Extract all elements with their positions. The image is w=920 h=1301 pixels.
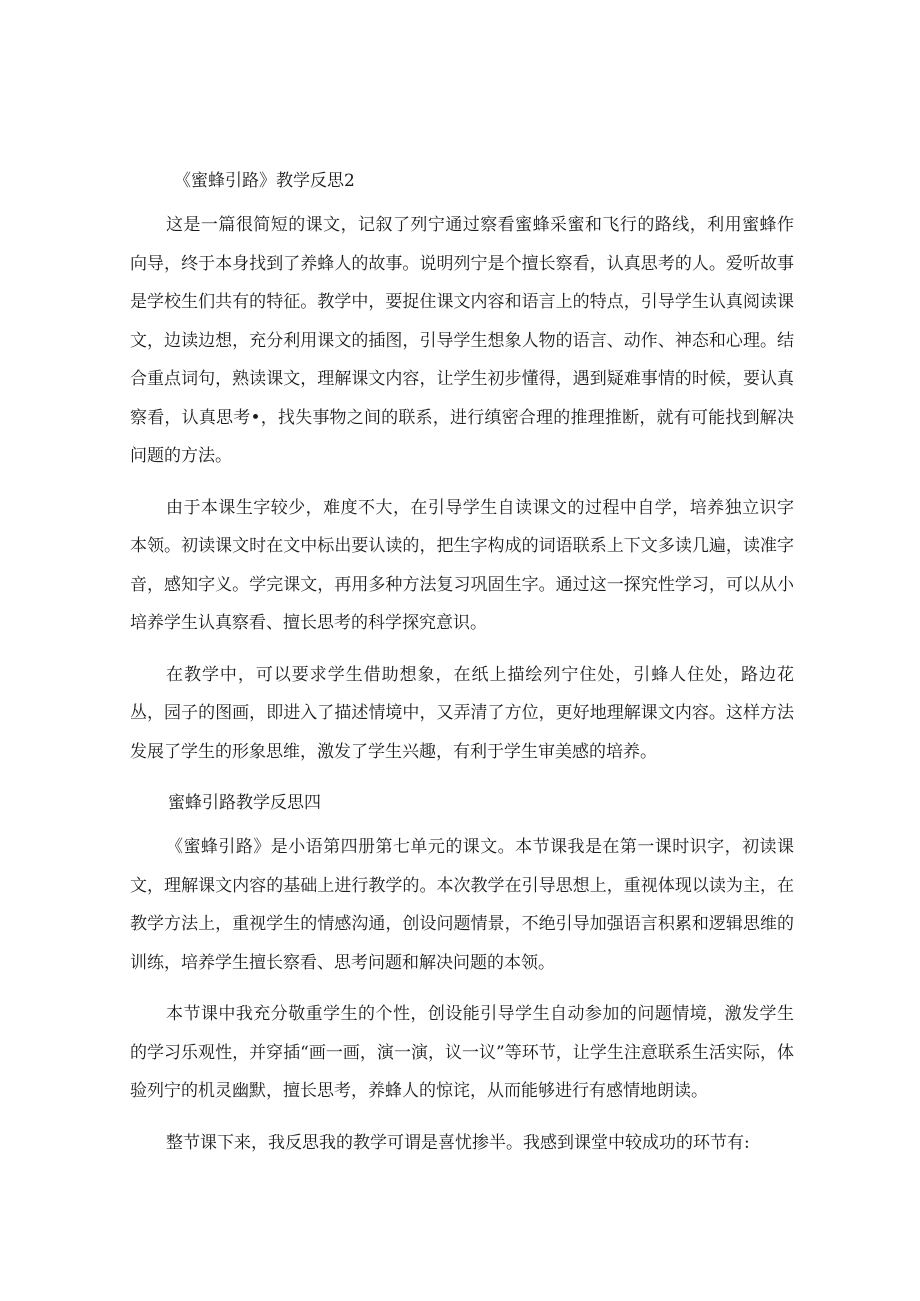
spacer (130, 1111, 794, 1124)
paragraph-2: 由于本课生字较少，难度不大，在引导学生自读课文的过程中自学，培养独立识字本领。初读课文时在文中标出要认读的，把生字构成的词语联系上下文多读几遍，读准字音，感知字义。学完课文，再用多种方法复习巩固生字。通过这一探究性学习，可以从小培养学生认真察看、擅长思考的科学探究意识。 (130, 497, 794, 633)
paragraph-1: 这是一篇很简短的课文，记叙了列宁通过察看蜜蜂采蜜和飞行的路线，利用蜜蜂作向导，终于本身找到了养蜂人的故事。说明列宁是个擅长察看，认真思考的人。爱听故事是学校生们共有的特征。教学中，要捉住课文内容和语言上的特点，引导学生认真阅读课文，边读边想，充分利用课文的插图，引导学生想象人物的语言、动作、神态和心理。结合重点词句，熟读课文，理解课文内容，让学生初步懂得，遇到疑难事情的时候，要认真察看，认真思考•，找失事物之间的联系，进行缜密合理的推理推断，就有可能找到解决问题的方法。 (130, 215, 794, 466)
paragraph-3: 在教学中，可以要求学生借助想象，在纸上描绘列宁住处，引蜂人住处，路边花丛，园子的图画，即进入了描述情境中，又弄清了方位，更好地理解课文内容。这样方法发展了学生的形象思维，激发了学生兴趣，有利于学生审美感的培养。 (130, 664, 794, 762)
section-title-2: 蜜蜂引路教学反思四 (168, 793, 321, 813)
document-page (130, 162, 794, 1162)
spacer (130, 476, 794, 489)
paragraph-4: 《蜜蜂引路》是小语第四册第七单元的课文。本节课我是在第一课时识字，初读课文，理解课文内容的基础上进行教学的。本次教学在引导思想上，重视体现以读为主，在教学方法上，重视学生的情感沟通，创设问题情景，不绝引导加强语言积累和逻辑思维的训练，培养学生擅长察看、思考问题和解决问题的本领。 (130, 837, 794, 973)
paragraph-6: 整节课下来，我反思我的教学可谓是喜忧掺半。我感到课堂中较成功的环节有: (166, 1132, 750, 1153)
spacer (130, 643, 794, 656)
section-title-1: 《蜜蜂引路》教学反思2 (174, 171, 355, 191)
spacer (130, 982, 794, 995)
paragraph-5: 本节课中我充分敬重学生的个性，创设能引导学生自动参加的问题情境，激发学生的学习乐观性，并穿插“画一画，演一演，议一议”等环节，让学生注意联系生活实际，体验列宁的机灵幽默，擅长思考，养蜂人的惊诧，从而能够进行有感情地朗读。 (130, 1004, 794, 1101)
spacer (130, 771, 794, 784)
